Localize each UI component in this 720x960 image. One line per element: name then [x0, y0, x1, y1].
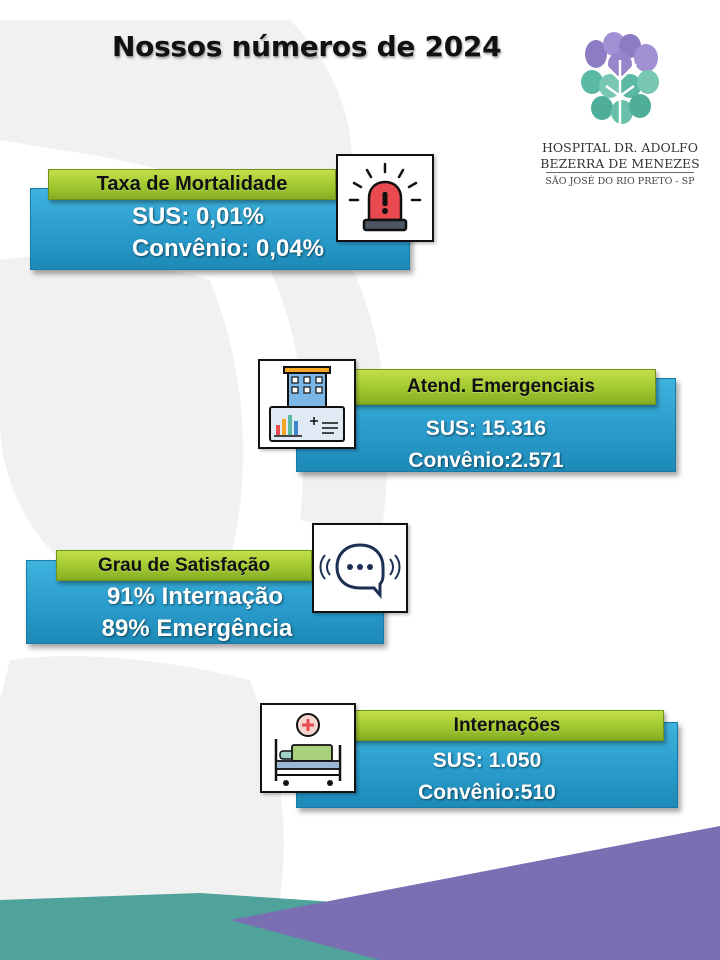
mortality-sus-value: SUS: 0,01% [131, 203, 265, 230]
satisfaction-emergencia-value: 89% Emergência [101, 615, 293, 642]
logo-divider [546, 172, 694, 173]
internacoes-convenio-value: Convênio:510 [418, 781, 556, 804]
brain-tree-icon [578, 30, 662, 132]
mortality-convenio-value: Convênio: 0,04% [131, 235, 325, 262]
hospital-bed-icon [260, 703, 356, 793]
page-title: Nossos números de 2024 [112, 30, 502, 63]
satisfaction-label: Grau de Satisfação [56, 550, 312, 581]
internacoes-sus-value: SUS: 1.050 [432, 749, 542, 772]
emergency-label: Atend. Emergenciais [346, 369, 656, 405]
logo-line-3: SÃO JOSÉ DO RIO PRETO - SP [545, 176, 695, 187]
hospital-logo [536, 30, 704, 190]
emergency-convenio-value: Convênio:2.571 [408, 449, 564, 472]
chat-bubble-icon [312, 523, 408, 613]
siren-alarm-icon [336, 154, 434, 242]
emergency-sus-value: SUS: 15.316 [425, 417, 547, 440]
internacoes-label: Internações [350, 710, 664, 741]
logo-line-1: HOSPITAL DR. ADOLFO [542, 140, 698, 155]
hospital-building-icon [258, 359, 356, 449]
logo-line-2: BEZERRA DE MENEZES [540, 156, 700, 171]
satisfaction-internacao-value: 91% Internação [106, 583, 284, 610]
mortality-label: Taxa de Mortalidade [48, 169, 336, 200]
